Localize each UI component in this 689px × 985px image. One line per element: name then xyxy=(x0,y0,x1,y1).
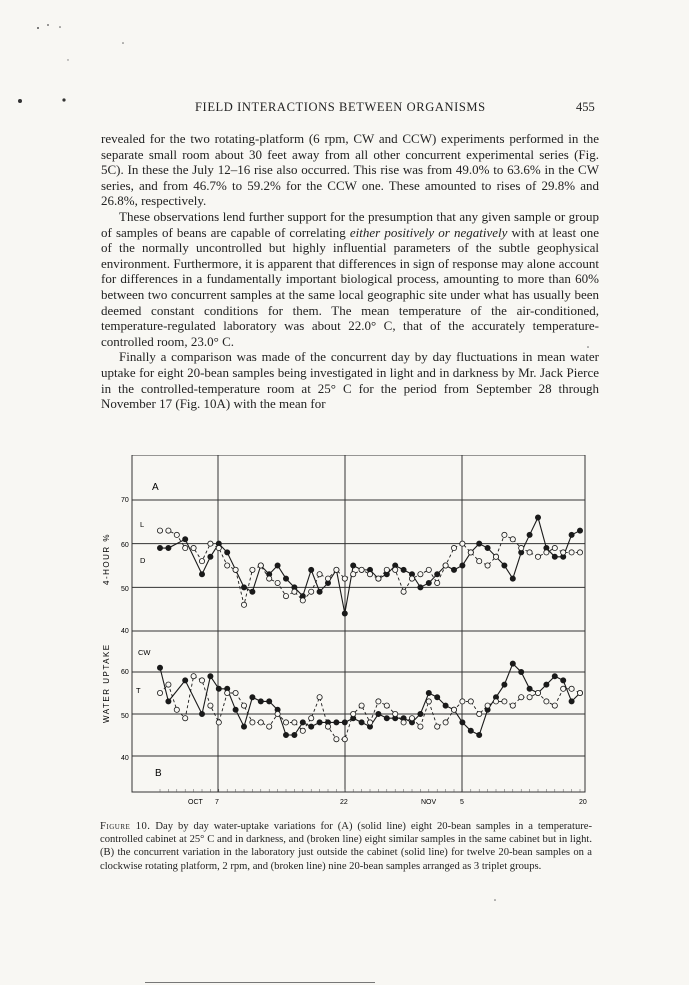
data-point-t xyxy=(225,690,230,695)
data-point-t xyxy=(544,699,549,704)
data-point-l xyxy=(561,550,566,555)
paragraph-2-text-b: with at least one of the normally uncontrolled but highly influential parameters of the subtle geophysical environment. Furthermore, it is apparent that differences in sign of response may alone account for differences in a fundamentally important biological process, amounting to more than 60% between two concurrent samples at the same local geographic site under what has usually been deemed constant conditions for them. The mean temperature of the air-conditioned, temperature-regulated laboratory was about 22.0° C, that of the accurately temperature-controlled room, 23.0° C. xyxy=(101,224,599,349)
data-point-l xyxy=(477,559,482,564)
y-axis-label-b: 4-HOUR % xyxy=(102,532,111,585)
body-text xyxy=(101,131,599,412)
data-point-l xyxy=(225,563,230,568)
data-point-l xyxy=(216,545,221,550)
series-label-cw: CW xyxy=(138,648,151,657)
data-point-t xyxy=(527,695,532,700)
data-point-t xyxy=(174,707,179,712)
data-point-t xyxy=(569,686,574,691)
data-point-t xyxy=(199,678,204,683)
series-label-l: L xyxy=(140,520,145,529)
data-point-d xyxy=(401,567,406,572)
data-point-l xyxy=(359,567,364,572)
data-point-cw xyxy=(418,711,423,716)
data-point-t xyxy=(577,690,582,695)
data-point-d xyxy=(477,541,482,546)
data-point-d xyxy=(241,585,246,590)
data-point-t xyxy=(191,674,196,679)
data-point-l xyxy=(309,589,314,594)
data-point-cw xyxy=(267,699,272,704)
x-tick-label: 5 xyxy=(460,799,464,805)
x-tick-label: 22 xyxy=(340,799,348,805)
data-point-l xyxy=(275,580,280,585)
data-point-l xyxy=(468,550,473,555)
x-tick-label: NOV xyxy=(421,799,437,805)
data-point-t xyxy=(292,720,297,725)
data-point-cw xyxy=(292,732,297,737)
data-point-cw xyxy=(477,732,482,737)
data-point-d xyxy=(199,572,204,577)
data-point-t xyxy=(157,690,162,695)
data-point-cw xyxy=(510,661,515,666)
data-point-d xyxy=(435,572,440,577)
data-point-l xyxy=(502,532,507,537)
data-point-l xyxy=(191,545,196,550)
chart-marks xyxy=(157,515,582,742)
data-point-t xyxy=(267,724,272,729)
caption-text: Day by day water-uptake variations for (A) (solid line) eight 20-bean samples in a temperature-controlled cabinet at 25° C and in darkness, and (broken line) eight similar samples in the same cabinet but in light. (B) the concurrent variation in the laboratory just outside the cabinet (solid line) for twelve 20-bean samples on a clockwise rotating platform, 2 rpm, and (broken line) nine 20-bean samples arranged as 3 triplet groups. xyxy=(100,821,592,872)
data-point-t xyxy=(426,699,431,704)
data-point-t xyxy=(351,711,356,716)
data-point-cw xyxy=(468,728,473,733)
data-point-cw xyxy=(208,674,213,679)
data-point-d xyxy=(502,563,507,568)
data-point-l xyxy=(426,567,431,572)
data-point-cw xyxy=(183,678,188,683)
data-point-l xyxy=(460,541,465,546)
data-point-d xyxy=(309,567,314,572)
paragraph-1: revealed for the two rotating-platform (6 rpm, CW and CCW) experiments performed in the separate small room about 30 feet away from all other concurrent experimental series (Fig. 5C). In these the July 12–16 rise also occurred. This rise was from 49.0% to 63.6% in the CW series, and from 46.7% to 59.2% for the CCW one. These amounted to rises of 29.8% and 26.8%, respectively. xyxy=(101,131,599,209)
footer-rule xyxy=(145,982,375,983)
water-uptake-chart xyxy=(100,455,600,805)
data-point-l xyxy=(334,567,339,572)
data-point-t xyxy=(334,737,339,742)
data-point-cw xyxy=(258,699,263,704)
paragraph-2 xyxy=(101,209,599,349)
data-point-d xyxy=(275,563,280,568)
data-point-t xyxy=(393,711,398,716)
data-point-t xyxy=(376,699,381,704)
data-point-d xyxy=(569,532,574,537)
data-point-l xyxy=(510,537,515,542)
data-point-t xyxy=(502,699,507,704)
data-point-cw xyxy=(569,699,574,704)
data-point-l xyxy=(317,572,322,577)
data-point-d xyxy=(527,532,532,537)
y-tick-label: 40 xyxy=(121,628,129,635)
data-point-cw xyxy=(443,703,448,708)
data-point-t xyxy=(510,703,515,708)
data-point-d xyxy=(166,545,171,550)
data-point-l xyxy=(443,563,448,568)
data-point-cw xyxy=(157,665,162,670)
series-label-d: D xyxy=(140,556,146,565)
y-tick-label: 50 xyxy=(121,713,129,720)
data-point-d xyxy=(342,611,347,616)
page-number: 455 xyxy=(576,100,595,114)
data-point-t xyxy=(552,703,557,708)
data-point-cw xyxy=(426,690,431,695)
data-point-l xyxy=(300,598,305,603)
data-point-l xyxy=(535,554,540,559)
data-point-cw xyxy=(502,682,507,687)
data-point-t xyxy=(275,711,280,716)
data-point-cw xyxy=(199,711,204,716)
data-point-cw xyxy=(544,682,549,687)
y-tick-label: 40 xyxy=(121,755,129,762)
data-point-cw xyxy=(233,707,238,712)
data-point-l xyxy=(351,572,356,577)
data-point-l xyxy=(325,576,330,581)
data-point-l xyxy=(241,602,246,607)
data-point-t xyxy=(183,716,188,721)
data-point-t xyxy=(359,703,364,708)
data-point-t xyxy=(309,716,314,721)
data-point-d xyxy=(283,576,288,581)
data-point-d xyxy=(451,567,456,572)
data-point-d xyxy=(485,545,490,550)
panel-a-label: A xyxy=(152,482,159,493)
data-point-d xyxy=(317,589,322,594)
data-point-cw xyxy=(283,732,288,737)
data-point-l xyxy=(527,550,532,555)
data-point-cw xyxy=(342,720,347,725)
data-point-l xyxy=(292,589,297,594)
data-point-t xyxy=(317,695,322,700)
data-point-l xyxy=(393,567,398,572)
data-point-cw xyxy=(241,724,246,729)
data-point-d xyxy=(418,585,423,590)
data-point-t xyxy=(485,703,490,708)
data-point-d xyxy=(552,554,557,559)
data-point-d xyxy=(183,537,188,542)
chart-border xyxy=(132,455,585,792)
data-point-l xyxy=(569,550,574,555)
data-point-l xyxy=(208,541,213,546)
data-point-t xyxy=(460,699,465,704)
data-point-cw xyxy=(317,720,322,725)
data-point-t xyxy=(233,690,238,695)
data-point-d xyxy=(460,563,465,568)
series-label-t: T xyxy=(136,686,141,695)
data-point-l xyxy=(233,567,238,572)
data-point-cw xyxy=(334,720,339,725)
running-head: FIELD INTERACTIONS BETWEEN ORGANISMS xyxy=(195,100,486,114)
data-point-cw xyxy=(300,720,305,725)
data-point-t xyxy=(435,724,440,729)
data-point-t xyxy=(451,707,456,712)
data-point-t xyxy=(166,682,171,687)
data-point-d xyxy=(535,515,540,520)
data-point-l xyxy=(451,545,456,550)
y-tick-label: 60 xyxy=(121,542,129,549)
data-point-l xyxy=(435,580,440,585)
y-tick-label: 70 xyxy=(121,497,129,504)
data-point-t xyxy=(519,695,524,700)
data-point-t xyxy=(258,720,263,725)
data-point-t xyxy=(250,720,255,725)
data-point-l xyxy=(552,545,557,550)
data-point-cw xyxy=(561,678,566,683)
data-point-l xyxy=(485,563,490,568)
series-line-d xyxy=(160,517,580,613)
data-point-cw xyxy=(384,716,389,721)
data-point-l xyxy=(250,567,255,572)
x-tick-label: OCT xyxy=(188,799,203,805)
data-point-l xyxy=(376,576,381,581)
data-point-t xyxy=(283,720,288,725)
data-point-t xyxy=(384,703,389,708)
data-point-t xyxy=(477,711,482,716)
data-point-l xyxy=(258,563,263,568)
data-point-cw xyxy=(460,720,465,725)
caption-label: Figure 10. xyxy=(100,821,151,832)
data-point-cw xyxy=(519,669,524,674)
data-point-t xyxy=(418,724,423,729)
paragraph-2-text-a: These observations lend further support for the presumption that any given sample or group of samples of beans are capable of correlating xyxy=(101,208,599,240)
data-point-t xyxy=(325,724,330,729)
x-tick-label: 20 xyxy=(579,799,587,805)
data-point-d xyxy=(208,554,213,559)
figure-10 xyxy=(100,455,600,810)
data-point-cw xyxy=(216,686,221,691)
y-tick-label: 60 xyxy=(121,669,129,676)
data-point-cw xyxy=(166,699,171,704)
data-point-l xyxy=(493,554,498,559)
data-point-d xyxy=(510,576,515,581)
data-point-t xyxy=(342,737,347,742)
series-line-t xyxy=(160,676,580,739)
data-point-l xyxy=(283,593,288,598)
panel-b-label: B xyxy=(155,768,162,779)
data-point-cw xyxy=(250,695,255,700)
data-point-d xyxy=(225,550,230,555)
data-point-t xyxy=(216,720,221,725)
data-point-l xyxy=(401,589,406,594)
data-point-t xyxy=(468,699,473,704)
data-point-t xyxy=(443,720,448,725)
data-point-l xyxy=(157,528,162,533)
paragraph-3: Finally a comparison was made of the concurrent day by day fluctuations in mean water uptake for eight 20-bean samples being investigated in light and in darkness by Mr. Jack Pierce in the controlled-temperature room at 25° C for the period from September 28 through November 17 (Fig. 10A) with the mean for xyxy=(101,349,599,412)
y-tick-label: 50 xyxy=(121,586,129,593)
y-axis-label: WATER UPTAKE xyxy=(102,643,111,723)
data-point-l xyxy=(577,550,582,555)
data-point-t xyxy=(367,720,372,725)
data-point-l xyxy=(267,576,272,581)
data-point-d xyxy=(351,563,356,568)
data-point-t xyxy=(241,703,246,708)
data-point-cw xyxy=(552,674,557,679)
data-point-t xyxy=(409,716,414,721)
figure-caption xyxy=(100,820,592,873)
data-point-t xyxy=(208,703,213,708)
data-point-l xyxy=(367,572,372,577)
data-point-cw xyxy=(527,686,532,691)
paragraph-2-emphasis: either positively or negatively xyxy=(349,224,508,240)
data-point-l xyxy=(544,550,549,555)
data-point-cw xyxy=(309,724,314,729)
chart-frame xyxy=(132,455,585,792)
data-point-t xyxy=(493,699,498,704)
data-point-l xyxy=(183,545,188,550)
data-point-d xyxy=(577,528,582,533)
data-point-l xyxy=(166,528,171,533)
data-point-t xyxy=(401,720,406,725)
data-point-d xyxy=(426,580,431,585)
data-point-t xyxy=(561,686,566,691)
data-point-l xyxy=(342,576,347,581)
data-point-t xyxy=(535,690,540,695)
x-tick-label: 7 xyxy=(215,799,219,805)
data-point-t xyxy=(300,728,305,733)
data-point-d xyxy=(250,589,255,594)
data-point-l xyxy=(199,559,204,564)
data-point-cw xyxy=(376,711,381,716)
data-point-cw xyxy=(359,720,364,725)
data-point-cw xyxy=(435,695,440,700)
data-point-l xyxy=(519,545,524,550)
data-point-l xyxy=(409,576,414,581)
data-point-l xyxy=(384,567,389,572)
data-point-l xyxy=(174,532,179,537)
data-point-l xyxy=(418,572,423,577)
data-point-d xyxy=(157,545,162,550)
